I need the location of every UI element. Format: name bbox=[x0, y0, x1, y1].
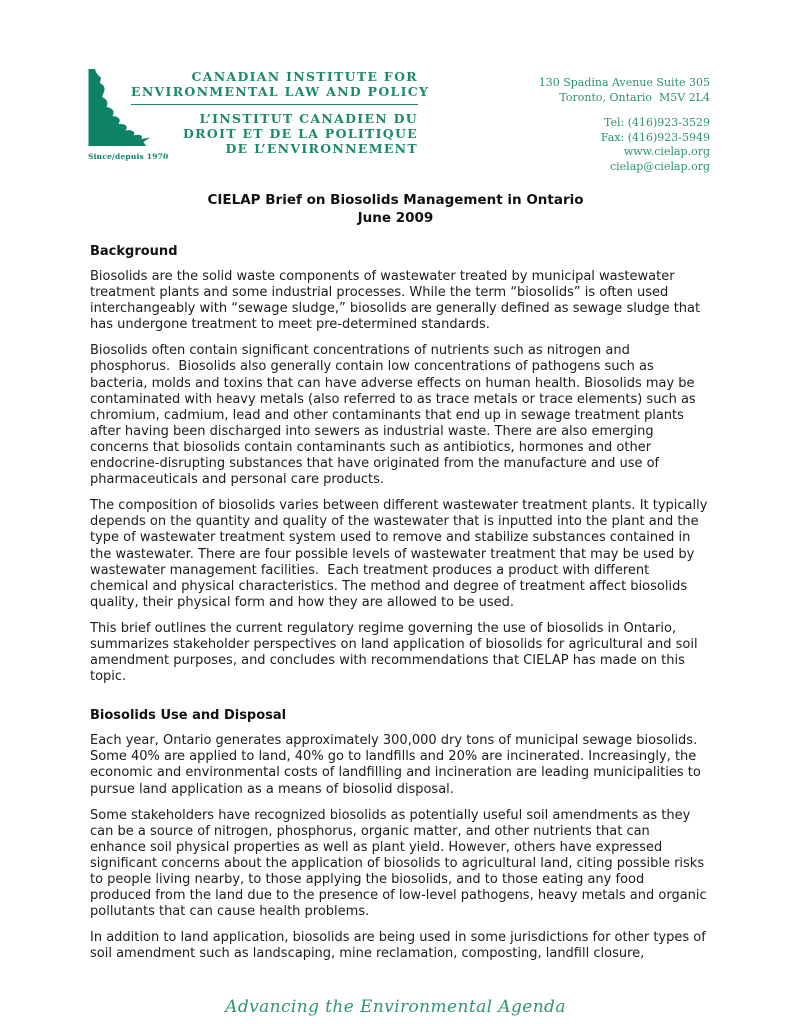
phone-number: Tel: (416)923-3529 bbox=[604, 116, 710, 129]
document-title bbox=[0, 191, 791, 227]
address-line1: 130 Spadina Avenue Suite 305 bbox=[538, 76, 710, 89]
section-heading-biosolids-use-and-disposal: Biosolids Use and Disposal bbox=[90, 708, 287, 724]
paragraph: Biosolids are the solid waste components of wastewater treated by municipal wastewater treatment plants and some industrial processes. While the term “biosolids” is often used interchangeably with “sewage sludge,” biosolids are generally defined as sewage sludge that has undergone treatment to meet pre-determined standards. bbox=[90, 269, 705, 333]
org-name-block bbox=[131, 69, 430, 156]
section-heading-background: Background bbox=[90, 244, 178, 259]
document-body bbox=[90, 244, 712, 972]
org-name-fr-line2: DROIT ET DE LA POLITIQUE bbox=[183, 126, 418, 141]
footer-tagline: Advancing the Environmental Agenda bbox=[225, 997, 566, 1017]
logo-since-label: Since/depuis 1970 bbox=[88, 152, 169, 161]
email-address: cielap@cielap.org bbox=[609, 159, 710, 173]
fax-number: Fax: (416)923-5949 bbox=[600, 130, 710, 144]
org-name-fr-line3: DE L’ENVIRONNEMENT bbox=[225, 141, 418, 156]
document-title-line1: CIELAP Brief on Biosolids Management in Ontario bbox=[207, 192, 584, 208]
org-name-divider bbox=[131, 104, 418, 105]
document-title-line2: June 2009 bbox=[357, 210, 434, 226]
org-name-en-line1: CANADIAN INSTITUTE FOR bbox=[191, 69, 418, 84]
paragraph: Each year, Ontario generates approximately 300,000 dry tons of municipal sewage biosolids. Some 40% are applied to land, 40% go to landfills and 20% are incinerated. Increasingly, the economic and environmental costs of landfilling and incineration are leading municipalities to pursue land application as a means of biosolid disposal. bbox=[90, 733, 705, 797]
paragraph: This brief outlines the current regulatory regime governing the use of biosolids in Ontario, summarizes stakeholder perspectives on land application of biosolids for agricultural and soil amendment purposes, and concludes with recommendations that CIELAP has made on this topic. bbox=[90, 620, 702, 685]
paragraph: The composition of biosolids varies between different wastewater treatment plants. It typically depends on the quantity and quality of the wastewater that is inputted into the plant and the type of wastewater treatment system used to remove and stabilize substances contained in the wastewater. There are four possible levels of wastewater treatment that may be used by wastewater management facilities. Each treatment produces a product with different chemical and physical characteristics. The method and degree of treatment affect biosolids quality, their physical form and how they are allowed to be used. bbox=[90, 498, 712, 610]
contact-block bbox=[539, 76, 710, 174]
website-url: www.cielap.org bbox=[623, 145, 710, 158]
address-line2: Toronto, Ontario M5V 2L4 bbox=[559, 90, 710, 104]
org-name-fr-line1: L’INSTITUT CANADIEN DU bbox=[199, 111, 418, 126]
paragraph: In addition to land application, biosolids are being used in some jurisdictions for other types of soil amendment such as landscaping, mine reclamation, composting, landfill closure, bbox=[90, 930, 710, 962]
paragraph: Some stakeholders have recognized biosolids as potentially useful soil amendments as they can be a source of nitrogen, phosphorus, organic matter, and other nutrients that can enhance soil physical properties as well as plant yield. However, others have expressed significant concerns about the application of biosolids to agricultural land, citing possible risks to people living nearby, to those applying the biosolids, and to those eating any food produced from the land due to the presence of low-level pathogens, heavy metals and organic pollutants that can cause health problems. bbox=[90, 807, 711, 920]
paragraph: Biosolids often contain significant concentrations of nutrients such as nitrogen and phosphorus. Biosolids also generally contain low concentrations of pathogens such as bacteria, molds and toxins that can have adverse effects on human health. Biosolids may be contaminated with heavy metals (also referred to as trace metals or trace elements) such as chromium, cadmium, lead and other contaminants that end up in sewage treatment plants after having been discharged into sewers as industrial waste. There are also emerging concerns that biosolids contain contaminants such as antibiotics, hormones and other endocrine-disrupting substances that have originated from the manufacture and use of pharmaceuticals and personal care products. bbox=[90, 343, 700, 488]
org-name-en-line2: ENVIRONMENTAL LAW AND POLICY bbox=[131, 84, 430, 99]
